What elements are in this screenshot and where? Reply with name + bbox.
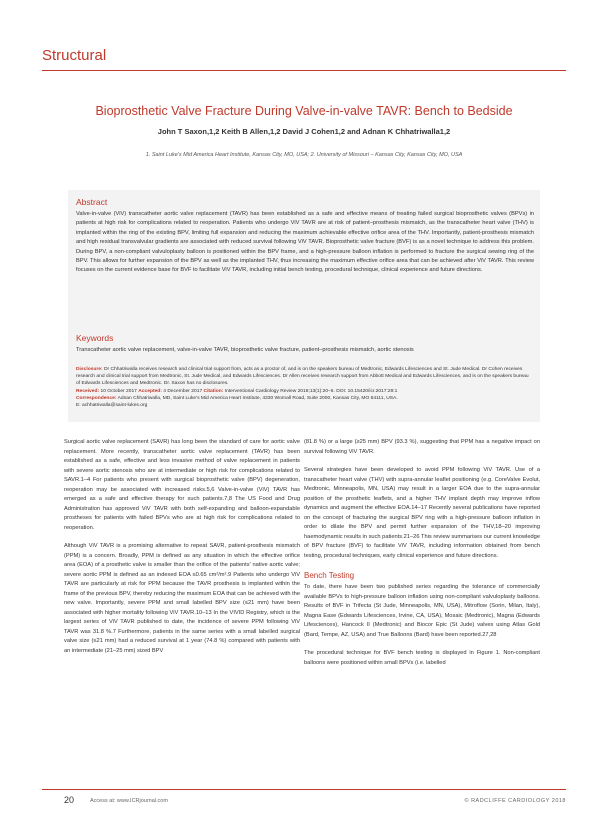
keywords-heading: Keywords [76,333,114,343]
disclosure-line: Disclosure: Dr Chhatriwalla receives research and clinical trial support from, acts as a proctor of, and is on the speakers bureau of Medtronic, Edwards Lifesciences and St. Jude Medical. Dr Cohen receives research and clinical trial support from Medtronic, St. Jude Medical, and Edwards Lifesciences. Dr Allen receives research support from Abbott Medical and Edwards Lifesciences, and is on the speakers bureau of Edwards Lifesciences and Medtronic. Dr. Saxon has no disclosures. [76,367,529,387]
section-label: Structural [42,47,107,64]
disclosure-block [68,362,540,422]
section-divider [42,70,566,71]
body-paragraph: Several strategies have been developed to avoid PPM following ViV TAVR. Use of a transcatheter heart valve (THV) with supra-annular leaflet positioning (e.g. CoreValve Evolut, Medtronic, Minneapolis, MN, USA) may result in a larger EOA due to the supra-annular position of the prosthetic leaflets, and a higher THV implant depth may improve inflow dynamics and augment the effective EOA.14–17 Recently several publications have reported on the concept of fracturing the surgical BPV ring with a high-pressure balloon inflation in order to dilate the BPV and permit further expansion of the THV,18–20 improving haemodynamic results in such patients.21–26 This review summarises our current knowledge of BPV fracture (BVF) to facilitate ViV TAVR, including information obtained from bench testing, procedural techniques, early clinical experience and future directions. [304,467,540,559]
page-number: 20 [64,795,75,805]
abstract-heading: Abstract [76,197,108,207]
footer-divider [42,789,566,790]
body-paragraph: Surgical aortic valve replacement (SAVR) has long been the standard of care for aortic valve replacement. More recently, transcatheter aortic valve replacement (TAVR) has been established as a safe, effective and less invasive method of valve replacement in patients with severe aortic stenosis who are at intermediate or high risk for complications related to SAVR.1–4 For patients who present with surgical bioprosthetic valve (BPV) degeneration, reoperation may be associated with increased risks.5,6 Valve-in-valve (ViV) TAVR has emerged as a safe and effective therapy for such patients.7,8 The US Food and Drug Administration has approved ViV TAVR with both self-expanding and balloon-expandable prostheses for patients with failed BPVs who are at high risk for complications related to reoperation. [64,439,300,531]
body-paragraph: The procedural technique for BVF bench testing is displayed in Figure 1. Non-compliant balloons were positioned within small BPVs (i.e. labelled [304,650,540,666]
article-title: Bioprosthetic Valve Fracture During Valve-in-valve TAVR: Bench to Bedside [95,104,513,118]
body-paragraph: (81.8 %) or a large (≥25 mm) BPV (93.3 %), suggesting that PPM has a negative impact on survival following ViV TAVR. [304,439,540,455]
body-right-column [304,438,540,677]
correspondence-line: Correspondence: Adnan Chhatriwalla, MD, Saint Luke's Mid America Heart Institute, 4330 Wornall Road, Suite 2000, Kansas City, MO 64111, USA. [76,395,398,401]
bench-testing-heading: Bench Testing [304,571,355,580]
abstract-text: Valve-in-valve (ViV) transcatheter aortic valve replacement (TAVR) has been established as a safe and effective means of treating failed surgical bioprosthetic valves (BPVs) in patients at high risk for complications related to reoperation. Patients who undergo ViV TAVR are at risk of patient–prosthesis mismatch, as the transcatheter heart valve (THV) is implanted within the ring of the existing BPV, limiting full expansion and reducing the maximum achievable effective orifice area of the THV. Importantly, patient-prosthesis mismatch and high residual transvalvular gradients are associated with reduced survival following ViV TAVR. Bioprosthetic valve fracture (BVF) is as a novel technique to address this problem. During BPV, a non-compliant valvuloplasty balloon is positioned within the BPV frame, and a high-pressure balloon inflation is performed to fracture the surgical sewing ring of the BPV. This allows for further expansion of the BPV as well as the implanted THV, thus increasing the maximum effective orifice area that can be achieved after ViV TAVR. This review focuses on the current evidence base for BVF to facilitate ViV TAVR, including initial bench testing, procedural technique, clinical experience and future directions. [76,211,534,274]
dates-line: Received: 10 October 2017 Accepted: 4 December 2017 Citation: Interventional Cardiology Review 2018;13(1):20–6. DOI: 10.15420/icr.2017:29:1 [76,388,398,394]
authors: John T Saxon,1,2 Keith B Allen,1,2 David J Cohen1,2 and Adnan K Chhatriwalla1,2 [157,127,451,136]
body-left-column [64,438,300,665]
keywords-text: Transcatheter aortic valve replacement, valve-in-valve TAVR, bioprosthetic valve fracture, patient–prosthesis mismatch, aortic stenosis [76,347,414,353]
body-paragraph: Although ViV TAVR is a promising alternative to repeat SAVR, patient-prosthesis mismatch (PPM) is a concern. Broadly, PPM is defined as any situation in which the effective orifice area (EOA) of a prosthetic valve is smaller than the orifice of the patients' native aortic valve; severe aortic PPM is defined as an indexed EOA ≤0.65 cm²/m².9 Patients who undergo ViV TAVR are particularly at risk for PPM because the TAVR prosthesis is implanted within the frame of the previous BPV, thereby reducing the maximum EOA that can be achieved with the new valve. Importantly, severe PPM and small labelled BPV size (≤21 mm) have been associated with higher mortality following ViV TAVR.10–13 In the VIVID Registry, which is the largest series of ViV TAVR published to date, the incidence of severe PPM following ViV TAVR was 31.8 %.7 Furthermore, patients in the same series with a small labelled surgical valve size (≤21 mm) had a reduced survival at 1 year (74.8 %) compared with patients with an intermediate (21–25 mm) sized BPV [64,543,300,654]
affiliations: 1. Saint Luke's Mid America Heart Institute, Kansas City, MO, USA; 2. University of Missouri – Kansas City, Kansas City, MO, USA [145,152,463,158]
email-line[interactable]: E: achhatriwalla@saint-lukes.org [76,403,148,409]
copyright: © RADCLIFFE CARDIOLOGY 2018 [464,798,566,804]
journal-link[interactable]: Access at: www.ICRjournal.com [90,798,168,804]
body-paragraph: To date, there have been two published series regarding the tolerance of commercially available BPVs to high-pressure balloon inflation using non-compliant valvuloplasty balloons. Results of BVF in Trifecta (St Jude, Minneapolis, MN, USA), Mitroflow (Sorin, Milan, Italy), Magna Ease (Edwards Lifesciences, Irvine, CA, USA), Mosaic (Medtronic), Magna (Edwards Lifesciences), Hancock II (Medtronic) and Biocor Epic (St Jude) valves using Atlas Gold (Bard, Tempe, AZ, USA) and True Balloons (Bard) have been reported.27,28 [304,584,540,638]
